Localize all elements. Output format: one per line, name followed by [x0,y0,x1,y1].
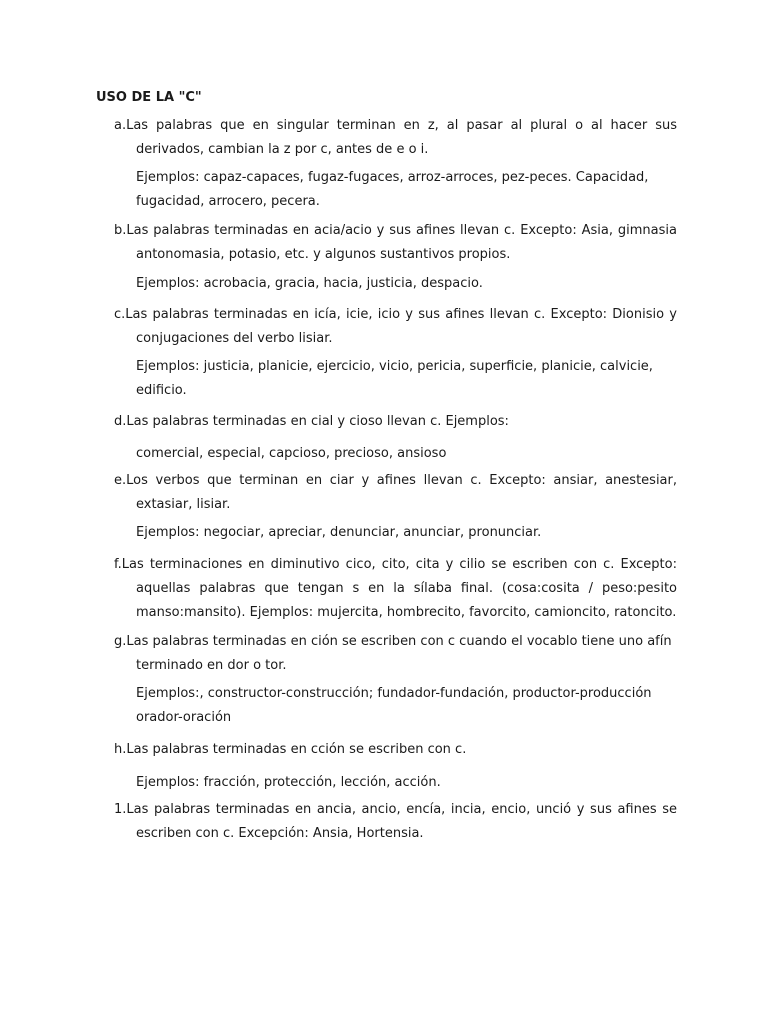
rule-text: f.Las terminaciones en diminutivo cico, cito, cita y cilio se escriben con c. Excepto: aquellas palabras que tengan s en la sílaba final. (cosa:cosita / peso:pesito manso:mansito). Ejemplos: mujercita, hombrecito, favorcito, camioncito, ratoncito. [114,557,677,620]
section-c [114,303,677,351]
section-d [114,410,677,434]
document-title: USO DE LA "C" [96,90,202,105]
example-text: Ejemplos: capaz-capaces, fugaz-fugaces, arroz-arroces, pez-peces. Capacidad, fugacidad, arrocero, pecera. [136,170,649,209]
section-d-example [114,442,677,466]
section-1 [114,798,677,846]
section-h [114,738,677,762]
section-a [114,114,677,162]
example-text: comercial, especial, capcioso, precioso, ansioso [136,446,447,461]
example-text: Ejemplos: negociar, apreciar, denunciar, anunciar, pronunciar. [136,525,542,540]
rule-text: 1.Las palabras terminadas en ancia, ancio, encía, incia, encio, unció y sus afines se escriben con c. Excepción: Ansia, Hortensia. [114,802,677,841]
rule-text: g.Las palabras terminadas en ción se escriben con c cuando el vocablo tiene uno afín terminado en dor o tor. [114,634,672,673]
section-f [114,553,677,625]
section-c-example [114,355,677,403]
section-a-example [114,166,677,214]
section-h-example [114,771,677,795]
rule-text: a.Las palabras que en singular terminan en z, al pasar al plural o al hacer sus derivados, cambian la z por c, antes de e o i. [114,118,677,157]
example-text: Ejemplos: fracción, protección, lección, acción. [136,775,441,790]
rule-text: d.Las palabras terminadas en cial y cioso llevan c. Ejemplos: [114,414,509,429]
section-b-example [114,272,677,296]
rule-text: e.Los verbos que terminan en ciar y afines llevan c. Excepto: ansiar, anestesiar, extasiar, lisiar. [114,473,677,512]
section-e [114,469,677,517]
section-b [114,219,677,267]
rule-text: h.Las palabras terminadas en cción se escriben con c. [114,742,467,757]
rule-text: c.Las palabras terminadas en icía, icie, icio y sus afines llevan c. Excepto: Dionisio y conjugaciones del verbo lisiar. [114,307,677,346]
section-g-example [114,682,677,730]
example-text: Ejemplos: acrobacia, gracia, hacia, justicia, despacio. [136,276,483,291]
rule-text: b.Las palabras terminadas en acia/acio y sus afines llevan c. Excepto: Asia, gimnasia antonomasia, potasio, etc. y algunos sustantivos propios. [114,223,677,262]
section-g [114,630,677,678]
section-e-example [114,521,677,545]
example-text: Ejemplos: justicia, planicie, ejercicio, vicio, pericia, superficie, planicie, calvicie, edificio. [136,359,653,398]
example-text: Ejemplos:, constructor-construcción; fundador-fundación, productor-producción orador-oración [136,686,652,725]
